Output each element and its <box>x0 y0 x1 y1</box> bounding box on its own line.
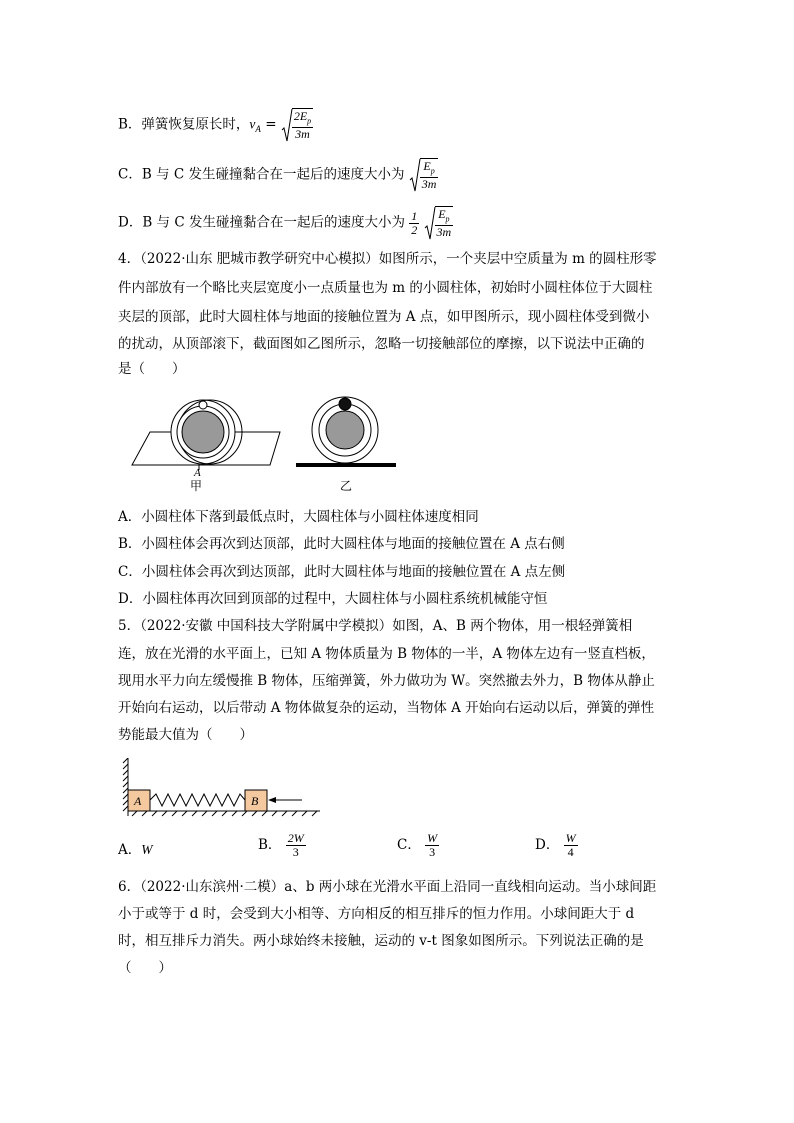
q6-line-2: 小于或等于 d 时，会受到大小相等、方向相反的相互排斥的恒力作用。小球间距大于 d <box>118 906 635 922</box>
ground-bar <box>296 463 396 467</box>
q5-option-b <box>258 832 306 859</box>
q3-option-b-sub: A <box>255 124 261 135</box>
floor <box>128 811 320 816</box>
q4-line-5: 是（ ） <box>118 361 186 377</box>
q5-line-3: 现用水平力向左缓慢推 B 物体，压缩弹簧，外力做功为 W。突然撤去外力，B 物体从静止 <box>118 673 655 689</box>
q5-option-a <box>118 841 153 859</box>
q3-option-d <box>118 206 453 240</box>
frac-num: W <box>565 831 576 845</box>
sqrt-sign-icon <box>424 206 436 240</box>
option-label: A． <box>118 842 142 858</box>
arrow-head-icon <box>268 797 276 803</box>
option-label: B． <box>258 837 282 853</box>
fig-label-a: A <box>194 467 201 479</box>
q6-line-1: 6．（2022·山东滨州·二模）a、b 两小球在光滑水平面上沿同一直线相向运动。当小球间距 <box>118 879 657 895</box>
frac-den: 3m <box>421 177 437 192</box>
q5-line-5: 势能最大值为（ ） <box>118 727 253 743</box>
q3-option-c-sqrt <box>409 158 439 192</box>
frac-sub: p <box>430 166 435 176</box>
q4-figure <box>130 390 430 500</box>
small-cylinder <box>199 401 207 409</box>
q4-option-d: D．小圆柱体再次回到顶部的过程中，大圆柱体与小圆柱系统机械能守恒 <box>118 591 548 607</box>
frac-den: 3 <box>292 845 299 859</box>
q6-line-3: 时，相互排斥力消失。两小球始终未接触，运动的 v-t 图象如图所示。下列说法正确的是 <box>118 933 644 949</box>
q3-option-b <box>118 108 313 142</box>
option-label: D． <box>535 837 560 853</box>
frac-sub: p <box>445 214 450 224</box>
q3-option-d-sqrt <box>424 206 454 240</box>
q5-line-2: 连，放在光滑的水平面上，已知 A 物体质量为 B 物体的一半，A 物体左边有一竖直档板， <box>118 646 655 662</box>
q3-option-b-var: v <box>249 116 256 132</box>
frac-den: 3 <box>429 845 436 859</box>
q4-line-3: 夹层的顶部，此时大圆柱体与地面的接触位置为 A 点，如甲图所示，现小圆柱体受到微小 <box>118 309 650 325</box>
q4-option-c: C．小圆柱体会再次到达顶部，此时大圆柱体与地面的接触位置在 A 点左侧 <box>118 564 566 580</box>
frac-den: 3m <box>295 127 310 142</box>
q4-option-a: A．小圆柱体下落到最低点时，大圆柱体与小圆柱体速度相同 <box>118 509 479 525</box>
q3-option-d-coef <box>409 210 419 237</box>
frac-num: 2W <box>287 831 304 845</box>
q6-line-4: （ ） <box>118 960 172 976</box>
q4-line-1: 4．（2022·山东 肥城市教学研究中心模拟）如图所示，一个夹层中空质量为 m 的圆柱形零 <box>118 251 657 267</box>
q5-option-c <box>397 832 439 859</box>
block-b-label: B <box>251 794 259 808</box>
wall-hatch <box>123 758 128 816</box>
core-cylinder <box>182 411 224 453</box>
q5-option-d <box>535 832 578 859</box>
q3-option-c <box>118 158 438 192</box>
q5-line-1: 5．（2022·安徽 中国科技大学附属中学模拟）如图，A、B 两个物体，用一根轻弹簧相 <box>118 618 633 634</box>
q4-line-2: 件内部放有一个略比夹层宽度小一点质量也为 m 的小圆柱体，初始时小圆柱体位于大圆柱 <box>118 280 653 296</box>
q3-option-b-text: B．弹簧恢复原长时， <box>118 116 250 133</box>
core-cylinder-yi <box>326 411 364 449</box>
q3-option-d-text: D．B 与 C 发生碰撞黏合在一起后的速度大小为 <box>118 214 405 231</box>
frac-sub: p <box>307 116 312 126</box>
frac-num: 1 <box>411 208 418 223</box>
frac-den: 4 <box>567 845 574 859</box>
frac-num: W <box>427 831 438 845</box>
frac-num: E <box>438 207 446 221</box>
frac-num: E <box>423 159 431 173</box>
option-value: W <box>141 842 153 857</box>
small-cylinder-yi <box>339 398 351 410</box>
q3-option-b-eq: = <box>265 116 277 133</box>
block-a-label: A <box>134 794 142 808</box>
fig-label-yi: 乙 <box>340 479 353 493</box>
q4-option-b: B．小圆柱体会再次到达顶部，此时大圆柱体与地面的接触位置在 A 点右侧 <box>118 536 565 552</box>
frac-den: 2 <box>411 222 418 237</box>
frac-den: 3m <box>436 225 452 240</box>
fig-label-jia: 甲 <box>190 479 203 493</box>
q5-line-4: 开始向右运动，以后带动 A 物体做复杂的运动，当物体 A 开始向右运动以后，弹簧的弹性 <box>118 700 655 716</box>
q3-option-b-sqrt <box>281 108 313 142</box>
q3-option-c-text: C．B 与 C 发生碰撞黏合在一起后的速度大小为 <box>118 166 405 183</box>
sqrt-sign-icon <box>409 158 421 192</box>
frac-num: 2E <box>293 109 308 123</box>
option-label: C． <box>397 837 421 853</box>
q4-line-4: 的扰动，从顶部滚下，截面图如乙图所示，忽略一切接触部位的摩擦，以下说法中正确的 <box>118 336 645 352</box>
sqrt-sign-icon <box>281 108 293 142</box>
q5-figure <box>120 758 330 823</box>
spring <box>150 794 245 806</box>
